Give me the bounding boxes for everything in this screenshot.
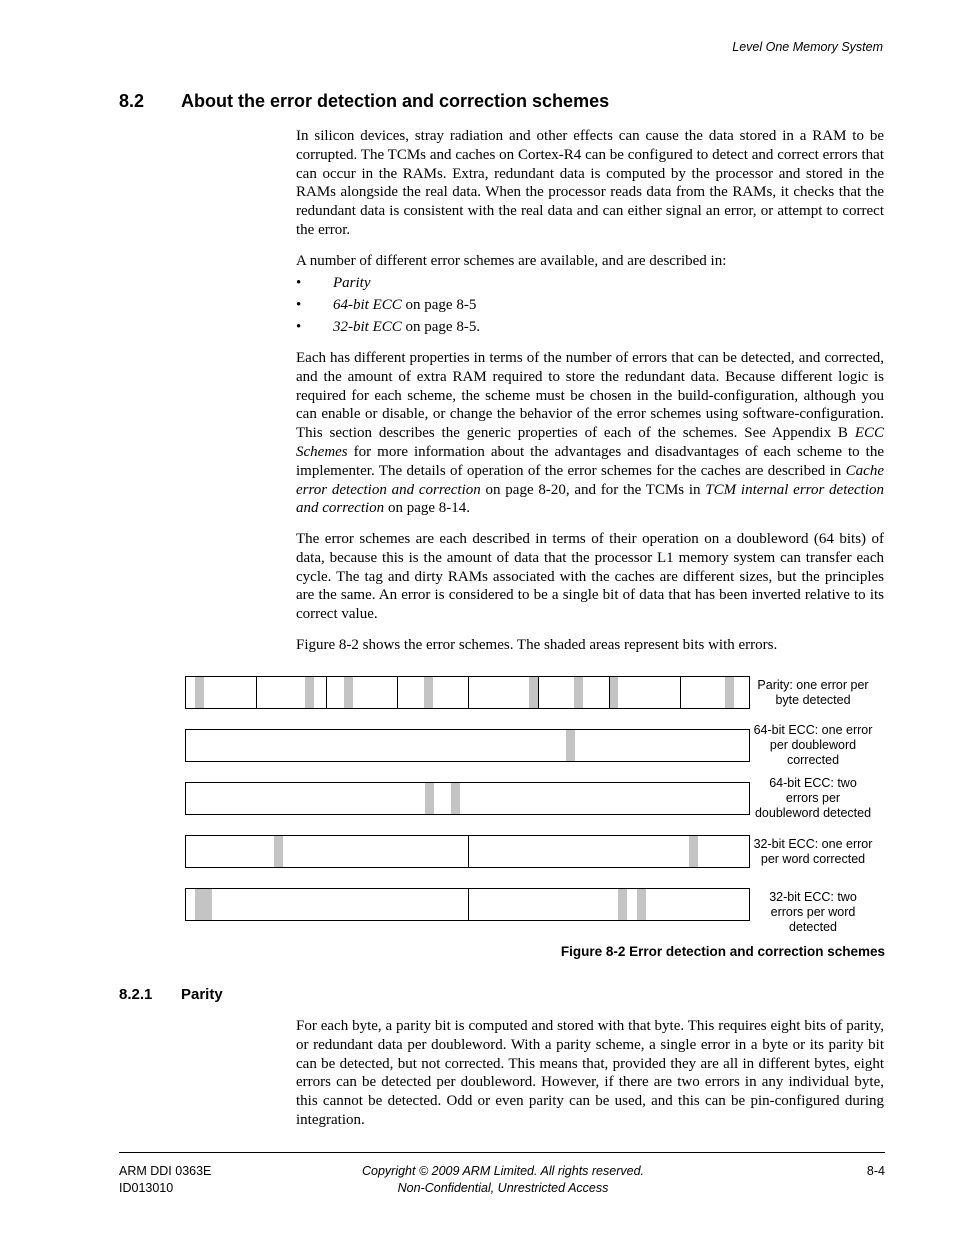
footer-copyright: Copyright © 2009 ARM Limited. All rights reserved. xyxy=(361,1164,644,1178)
link-ecc-schemes[interactable]: ECC Schemes xyxy=(296,425,884,460)
error-bit-shade xyxy=(195,889,212,920)
error-bit-shade xyxy=(425,783,434,814)
figure-label-64bit-one-error: 64-bit ECC: one error per doubleword corrected xyxy=(753,723,873,767)
bullet-icon: • xyxy=(296,297,302,313)
paragraph-schemes-list-intro: A number of different error schemes are available, and are described in: xyxy=(296,253,727,269)
error-bit-shade xyxy=(424,677,433,708)
subsection-title xyxy=(119,986,223,1003)
paragraph-doubleword: The error schemes are each described in terms of their operation on a doubleword (64 bits) of data, because this is the amount of data that the processor L1 memory system can transfer each cycle. The tag and dirty RAMs associated with the caches are different sizes, but the principles are the same. An error is considered to be a single bit of data that has been inverted relative to its correct value. xyxy=(296,531,884,623)
page-number: 8-4 xyxy=(866,1164,885,1178)
figure-row-64bit-one-error xyxy=(185,729,750,762)
word-divider xyxy=(468,836,469,867)
error-bit-shade xyxy=(725,677,734,708)
figure-label-64bit-two-errors: 64-bit ECC: two errors per doubleword detected xyxy=(754,776,872,820)
byte-divider xyxy=(256,677,257,708)
figure-row-parity xyxy=(185,676,750,709)
paragraph-properties: Each has different properties in terms of the number of errors that can be detected, and corrected, and the amount of extra RAM required to store the redundant data. Because different logic is required for each scheme, the scheme must be chosen in the build-configuration, although you can enable or disable, or change the behavior of the error schemes using software-configuration. This section describes the generic properties of each of the schemes. See Appendix B ECC Schemes for more information about the advantages and disadvantages of each scheme to the implementer. The details of operation of the error schemes for the caches are described in Cache error detection and correction on page 8-20, and for the TCMs in TCM internal error detection and correction on page 8-14. xyxy=(296,350,885,517)
error-bit-shade xyxy=(274,836,283,867)
byte-divider xyxy=(397,677,398,708)
figure-caption: Figure 8-2 Error detection and correction schemes xyxy=(560,944,885,959)
figure-row-32bit-one-error xyxy=(185,835,750,868)
figure-row-32bit-two-errors xyxy=(185,888,750,921)
error-bit-shade xyxy=(618,889,627,920)
error-bit-shade xyxy=(566,730,575,761)
error-bit-shade xyxy=(195,677,204,708)
subsection-number: 8.2.1 xyxy=(119,986,153,1003)
paragraph-parity: For each byte, a parity bit is computed and stored with that byte. This requires eight bits of parity, or redundant data per doubleword. With a parity scheme, a single error in a byte or its parity bit can be detected, but not corrected. This means that, provided they are all in different bytes, eight errors can be detected per doubleword. However, if there are two errors in any individual byte, this cannot be detected. Odd or even parity can be used, and this can be pin-configured during integration. xyxy=(296,1018,884,1128)
error-bit-shade xyxy=(305,677,314,708)
footer-doc-id: ARM DDI 0363E xyxy=(119,1164,212,1178)
link-parity[interactable]: Parity xyxy=(333,275,371,291)
byte-divider xyxy=(326,677,327,708)
figure-row-64bit-two-errors xyxy=(185,782,750,815)
section-number: 8.2 xyxy=(119,91,145,111)
error-bit-shade xyxy=(344,677,353,708)
link-64bit-ecc[interactable]: 64-bit ECC xyxy=(333,297,402,313)
paragraph-figure-ref: Figure 8-2 shows the error schemes. The shaded areas represent bits with errors. xyxy=(296,637,778,653)
error-bit-shade xyxy=(689,836,698,867)
error-bit-shade xyxy=(610,677,618,708)
section-title xyxy=(119,91,609,112)
figure-label-32bit-two-errors: 32-bit ECC: two errors per word detected xyxy=(769,890,857,934)
error-bit-shade xyxy=(637,889,646,920)
bullet-icon: • xyxy=(296,275,302,291)
paragraph-intro: In silicon devices, stray radiation and other effects can cause the data stored in a RAM to be corrupted. The TCMs and caches on Cortex-R4 can be configured to detect and correct errors that can occur in the RAMs. Extra, redundant data is computed by the processor and stored in the RAMs alongside the real data. When the processor reads data from the RAMs, it checks that the redundant data is consistent with the real data and can either signal an error, or attempt to correct the error. xyxy=(296,128,884,238)
word-divider xyxy=(468,889,469,920)
figure-label-32bit-one-error: 32-bit ECC: one error per word corrected xyxy=(753,837,873,866)
byte-divider xyxy=(680,677,681,708)
link-tcm-error-detection[interactable]: TCM internal error detection and correction xyxy=(296,481,885,517)
footer-access: Non-Confidential, Unrestricted Access xyxy=(397,1181,609,1195)
running-header: Level One Memory System xyxy=(732,40,883,54)
figure-label-parity: Parity: one error per byte detected xyxy=(757,678,869,707)
bullet-icon: • xyxy=(296,319,302,335)
footer-divider xyxy=(119,1152,885,1153)
error-bit-shade xyxy=(451,783,460,814)
footer-left xyxy=(119,1163,211,1197)
error-bit-shade xyxy=(574,677,583,708)
error-bit-shade xyxy=(529,677,538,708)
subsection-heading: Parity xyxy=(181,986,223,1003)
footer-center xyxy=(315,1163,691,1197)
byte-divider xyxy=(538,677,539,708)
section-heading: About the error detection and correction schemes xyxy=(181,91,610,111)
byte-divider xyxy=(468,677,469,708)
footer-id: ID013010 xyxy=(119,1181,174,1195)
link-cache-error-detection[interactable]: Cache error detection and correction xyxy=(296,462,884,498)
link-32bit-ecc[interactable]: 32-bit ECC xyxy=(333,319,402,335)
